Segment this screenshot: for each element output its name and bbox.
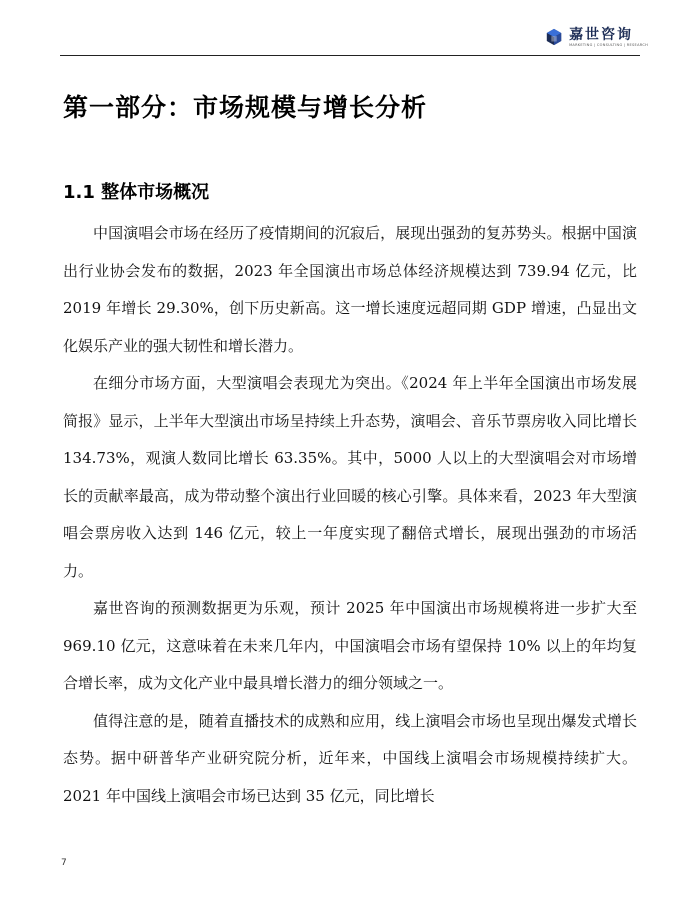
paragraph: 值得注意的是，随着直播技术的成熟和应用，线上演唱会市场也呈现出爆发式增长态势。据中研普华产业研究院分析，近年来，中国线上演唱会市场规模持续扩大。2021 年中国线上演唱会市场已达到 35 亿元，同比增长 (63, 711, 637, 805)
jiashi-logo-icon (545, 28, 563, 46)
logo-tagline: MARKETING | CONSULTING | RESEARCH (569, 43, 648, 47)
body-text (63, 215, 637, 815)
section-title: 1.1 整体市场概况 (63, 182, 210, 203)
logo-name: 嘉世咨询 (569, 27, 634, 43)
company-logo (545, 27, 648, 48)
paragraph: 中国演唱会市场在经历了疫情期间的沉寂后，展现出强劲的复苏势头。根据中国演出行业协会发布的数据，2023 年全国演出市场总体经济规模达到 739.94 亿元，比 2019 年增长 29.30%，创下历史新高。这一增长速度远超同期 GDP 增速，凸显出文化娱乐产业的强大韧性和增长潜力。 (63, 224, 637, 355)
chapter-title: 第一部分：市场规模与增长分析 (63, 93, 428, 122)
page-number: 7 (61, 858, 67, 868)
page-header (0, 0, 700, 60)
paragraph: 嘉世咨询的预测数据更为乐观，预计 2025 年中国演出市场规模将进一步扩大至 969.10 亿元，这意味着在未来几年内，中国演唱会市场有望保持 10% 以上的年均复合增长率，成为文化产业中最具增长潜力的细分领域之一。 (63, 599, 637, 692)
paragraph: 在细分市场方面，大型演唱会表现尤为突出。《2024 年上半年全国演出市场发展简报》显示，上半年大型演出市场呈持续上升态势，演唱会、音乐节票房收入同比增长 134.73%，观演人数同比增长 63.35%。其中，5000 人以上的大型演唱会对市场增长的贡献率最高，成为带动整个演出行业回暖的核心引擎。具体来看，2023 年大型演唱会票房收入达到 146 亿元，较上一年度实现了翻倍式增长，展现出强劲的市场活力。 (63, 374, 637, 580)
header-divider (60, 55, 640, 56)
